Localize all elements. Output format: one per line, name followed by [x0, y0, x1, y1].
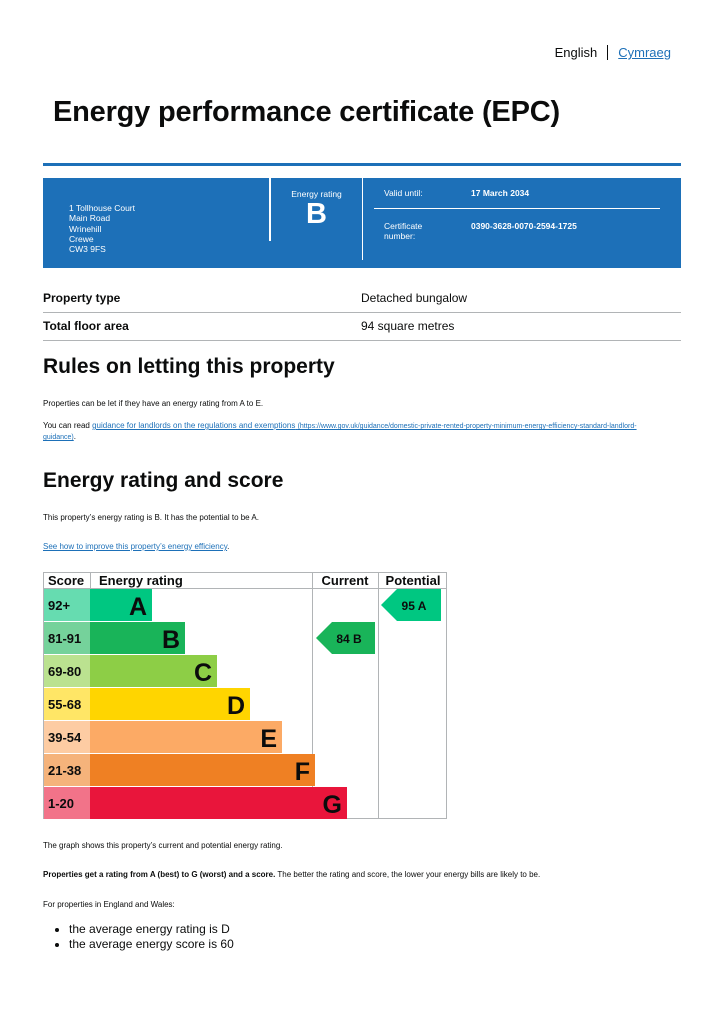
valid-until-label: Valid until:: [384, 188, 423, 198]
epc-summary-banner: [43, 178, 681, 268]
letting-heading: Rules on letting this property: [43, 355, 335, 378]
letting-guidance-text: [43, 421, 663, 443]
band-range-c: 69-80: [48, 664, 82, 679]
energy-rating-letter: B: [306, 198, 327, 230]
graph-caption: The graph shows this property’s current and potential energy rating.: [43, 841, 283, 850]
address-line: Main Road: [69, 213, 111, 224]
band-bar-f: [90, 754, 315, 786]
energy-rating-graph: [43, 572, 447, 819]
address-line: Wrinehill: [69, 223, 102, 234]
band-letter-b: B: [161, 626, 180, 654]
address-line: CW3 9FS: [69, 244, 106, 255]
current-rating-label: 84 B: [336, 632, 362, 646]
address-line: 1 Tollhouse Court: [69, 203, 135, 213]
band-bar-e: [90, 721, 282, 753]
landlord-guidance-link[interactable]: [43, 421, 637, 441]
score-heading: Energy rating and score: [43, 469, 284, 492]
address-line: Crewe: [69, 233, 94, 244]
certificate-number-label: Certificate number:: [384, 221, 423, 241]
floor-area-label: Total floor area: [43, 319, 129, 333]
header-energy-rating: Energy rating: [99, 573, 183, 588]
floor-area-value: 94 square metres: [361, 319, 455, 333]
letting-rule-text: Properties can be let if they have an energy rating from A to E.: [43, 399, 264, 408]
band-range-a: 92+: [48, 598, 71, 613]
band-bar-g: [90, 787, 347, 819]
header-score: Score: [48, 573, 85, 588]
rating-explanation: [43, 870, 663, 880]
band-range-d: 55-68: [48, 697, 82, 712]
header-current: Current: [321, 573, 369, 588]
title-rule: [43, 163, 681, 166]
valid-until-value: 17 March 2034: [471, 188, 530, 198]
landlord-guidance-url: (https://www.gov.uk/guidance/domestic-private-rented-property-minimum-energy-efficiency-standard-landlord-guidance): [43, 423, 637, 441]
floor-area-row: [43, 313, 681, 341]
property-type-row: [43, 285, 681, 313]
language-cymraeg-link[interactable]: Cymraeg: [618, 45, 671, 60]
rating-explanation-bold: Properties get a rating from A (best) to G (worst) and a score.: [43, 870, 276, 879]
band-range-f: 21-38: [48, 763, 82, 778]
list-item: • the average energy rating is D: [69, 922, 234, 937]
average-list: [43, 922, 234, 952]
band-letter-d: D: [226, 692, 245, 720]
property-type-label: Property type: [43, 291, 121, 305]
certificate-number-value: 0390-3628-0070-2594-1725: [471, 221, 577, 231]
band-letter-e: E: [260, 725, 277, 753]
band-letter-c: C: [193, 659, 212, 687]
energy-rating-label: Energy rating: [291, 189, 342, 199]
band-letter-g: G: [322, 791, 342, 819]
header-potential: Potential: [385, 573, 441, 588]
language-switcher: [555, 45, 671, 60]
landlord-guidance-link-text: guidance for landlords on the regulations and exemptions: [92, 421, 296, 430]
banner-divider: [362, 178, 363, 260]
page-title: Energy performance certificate (EPC): [53, 96, 560, 128]
property-type-value: Detached bungalow: [361, 291, 468, 305]
energy-rating-box: [271, 178, 362, 229]
average-intro: For properties in England and Wales:: [43, 900, 175, 909]
band-range-g: 1-20: [48, 796, 75, 811]
language-english: English: [554, 45, 598, 60]
improve-efficiency-link[interactable]: See how to improve this property’s energy efficiency: [43, 542, 228, 551]
improve-suffix: .: [227, 542, 230, 551]
list-item: • the average energy score is 60: [69, 937, 234, 952]
rating-summary-text: This property’s energy rating is B. It has the potential to be A.: [43, 513, 259, 522]
banner-separator: [374, 208, 660, 209]
property-address: [69, 203, 135, 254]
band-letter-a: A: [128, 593, 147, 621]
energy-rating-chart: [43, 572, 447, 819]
improve-text: [43, 542, 663, 552]
band-range-b: 81-91: [48, 631, 82, 646]
guidance-prefix: You can read: [43, 421, 93, 430]
language-divider: [607, 45, 608, 60]
potential-rating-label: 95 A: [401, 599, 427, 613]
rating-explanation-rest: The better the rating and score, the lower your energy bills are likely to be.: [275, 870, 541, 879]
guidance-suffix: .: [73, 432, 76, 441]
band-letter-f: F: [294, 758, 310, 786]
band-range-e: 39-54: [48, 730, 82, 745]
